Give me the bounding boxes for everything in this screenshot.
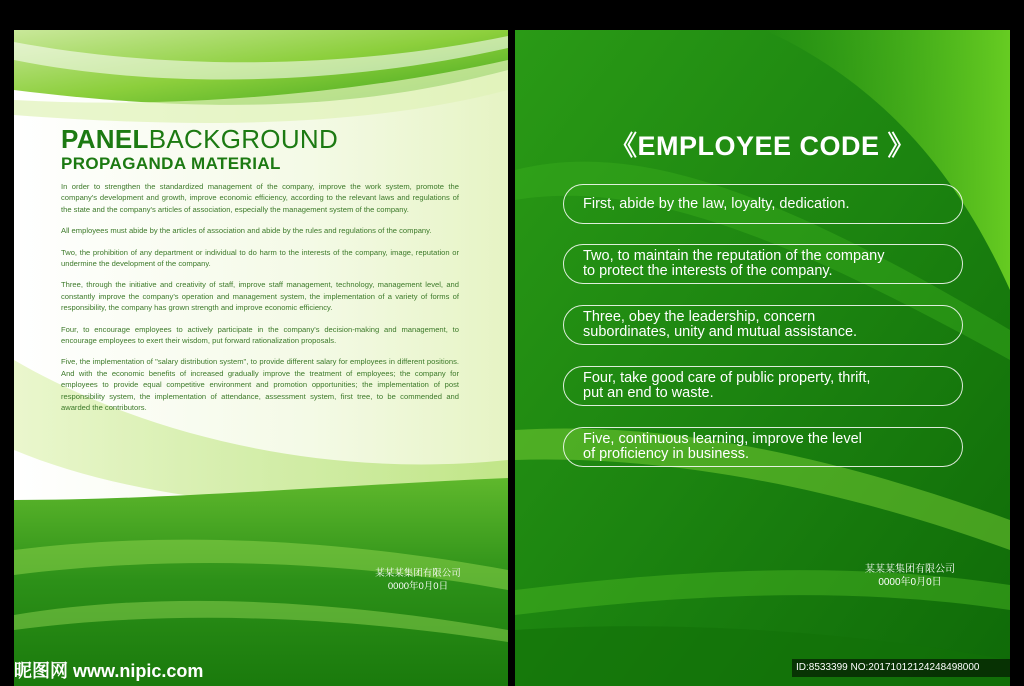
employee-code-title: 《EMPLOYEE CODE 》 xyxy=(609,131,916,161)
site-watermark: 昵图网 www.nipic.com xyxy=(14,661,204,681)
left-title: PANELBACKGROUND xyxy=(61,124,339,154)
code-rule-1 xyxy=(563,184,963,224)
rule-line: Four, take good care of public property, thrift, xyxy=(583,370,871,386)
code-rule-2 xyxy=(563,244,963,284)
rule-line: First, abide by the law, loyalty, dedication. xyxy=(583,195,850,212)
left-subtitle: PROPAGANDA MATERIAL xyxy=(61,154,281,173)
image-id-watermark: ID:8533399 NO:20171012124248498000 xyxy=(792,659,1010,677)
date-text: 0000年0月0日 xyxy=(878,577,942,588)
code-rule-5 xyxy=(563,427,963,467)
paragraph: Four, to encourage employees to actively participate in the company's decision-making and management, to encourage employees to exert their wisdom, put forward rationalization proposals. xyxy=(61,324,459,346)
rule-line: Two, to maintain the reputation of the company xyxy=(583,248,885,264)
right-panel xyxy=(515,30,1010,686)
left-title-block xyxy=(61,126,338,174)
rule-line: Five, continuous learning, improve the level xyxy=(583,431,862,447)
code-rule-3 xyxy=(563,305,963,345)
paragraph: Three, through the initiative and creativity of staff, improve staff management, technology, management level, and constantly improve the company's operation and management system, the implementation of a variety of forms of responsibility, the company has grown strength and improve economic efficiency. xyxy=(61,280,459,313)
date-text: 0000年0月0日 xyxy=(387,581,449,592)
rule-line: subordinates, unity and mutual assistance. xyxy=(583,324,858,340)
paragraph: Five, the implementation of "salary distribution system", to provide different salary for employees in different positions. And with the economic benefits of increased gradually improve the treatment of employees; the company for employees to provide equal competitive environment and promotion opportunities; the implementation of post responsibility system, the implementation of attendance, assessment system, first tree, to be commended and awarded the contributors. xyxy=(61,357,459,413)
company-name: 某某某集团有限公司 xyxy=(865,564,955,575)
left-panel xyxy=(14,30,508,686)
right-footer xyxy=(853,563,967,589)
code-rule-4 xyxy=(563,366,963,406)
company-name: 某某某集团有限公司 xyxy=(375,568,461,579)
left-footer xyxy=(369,567,467,593)
paragraph: In order to strengthen the standardized management of the company, improve the work system, promote the company's development and growth, improve economic efficiency, according to the relevant laws and regulations of the state and the company's articles of association, especially the management system of the company. xyxy=(61,182,459,214)
paragraph: Two, the prohibition of any department or individual to do harm to the interests of the company, image, reputation or undermine the development of the company. xyxy=(61,247,459,269)
paragraph: All employees must abide by the articles of association and abide by the rules and regulations of the company. xyxy=(61,226,432,236)
rule-line: put an end to waste. xyxy=(583,385,714,401)
rule-line: Three, obey the leadership, concern xyxy=(583,309,816,325)
left-body-text xyxy=(61,181,459,424)
rule-line: of proficiency in business. xyxy=(583,446,750,462)
rule-line: to protect the interests of the company. xyxy=(583,263,833,279)
